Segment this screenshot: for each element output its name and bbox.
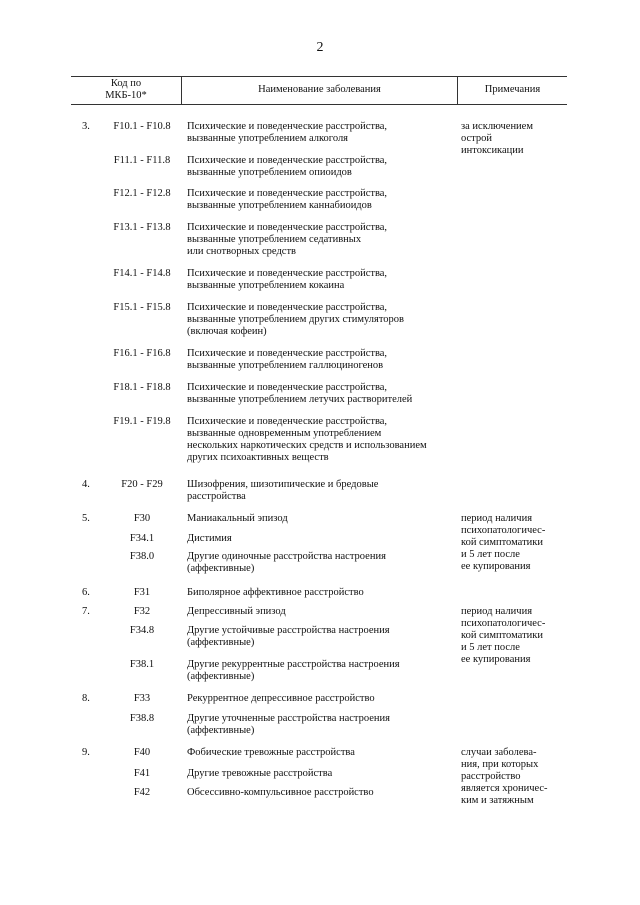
disease-name-line: Другие рекуррентные расстройства настроения xyxy=(187,659,400,670)
disease-name-line: вызванные употреблением опиоидов xyxy=(187,167,352,178)
disease-name-line: Психические и поведенческие расстройства, xyxy=(187,302,388,313)
disease-name xyxy=(187,416,462,464)
icd-code: F30 xyxy=(133,513,151,524)
disease-name xyxy=(187,625,462,649)
disease-name xyxy=(187,747,462,759)
page-number: 2 xyxy=(316,40,324,55)
note-line: ким и затяжным xyxy=(461,795,534,806)
note xyxy=(461,121,565,157)
disease-name-line: Рекуррентное депрессивное расстройство xyxy=(187,693,375,704)
header-code-line: МКБ-10* xyxy=(105,90,147,101)
icd-code: F38.8 xyxy=(129,713,155,724)
disease-name-line: Шизофрения, шизотипические и бредовые xyxy=(187,479,379,490)
disease-name xyxy=(187,587,462,599)
row-number: 9. xyxy=(82,747,90,758)
icd-code: F19.1 - F19.8 xyxy=(113,416,171,427)
note-line: является хроничес- xyxy=(461,783,548,794)
header-code-line: Код по xyxy=(110,78,142,89)
note-line: интоксикации xyxy=(461,145,524,156)
disease-name-line: вызванные употреблением алкоголя xyxy=(187,133,349,144)
icd-code: F18.1 - F18.8 xyxy=(113,382,171,393)
disease-name-line: Психические и поведенческие расстройства, xyxy=(187,348,388,359)
icd-code: F12.1 - F12.8 xyxy=(113,188,171,199)
header-code xyxy=(71,76,181,104)
icd-code: F11.1 - F11.8 xyxy=(113,155,171,166)
icd-code: F34.8 xyxy=(129,625,155,636)
disease-name-line: (аффективные) xyxy=(187,725,255,736)
note-line: случаи заболева- xyxy=(461,747,537,758)
note-line: психопатологичес- xyxy=(461,618,546,629)
disease-name-line: (включая кофеин) xyxy=(187,326,267,337)
row-number: 3. xyxy=(82,121,90,132)
note xyxy=(461,747,565,807)
disease-name-line: вызванные употреблением седативных xyxy=(187,234,362,245)
disease-name-line: (аффективные) xyxy=(187,637,255,648)
disease-name-line: Другие одиночные расстройства настроения xyxy=(187,551,386,562)
icd-code: F14.1 - F14.8 xyxy=(113,268,171,279)
disease-name xyxy=(187,348,462,372)
disease-name xyxy=(187,188,462,212)
note-line: острой xyxy=(461,133,493,144)
disease-name xyxy=(187,713,462,737)
disease-name-line: Психические и поведенческие расстройства, xyxy=(187,121,388,132)
disease-name-line: вызванные употреблением других стимуляторов xyxy=(187,314,405,325)
note-line: психопатологичес- xyxy=(461,525,546,536)
header-note: Примечания xyxy=(484,84,541,95)
note-line: ее купирования xyxy=(461,561,531,572)
disease-name-line: Биполярное аффективное расстройство xyxy=(187,587,364,598)
disease-name xyxy=(187,606,462,618)
disease-name-line: Психические и поведенческие расстройства, xyxy=(187,222,388,233)
disease-name-line: нескольких наркотических средств и использованием xyxy=(187,440,427,451)
disease-name xyxy=(187,268,462,292)
note-line: расстройство xyxy=(461,771,521,782)
disease-name-line: Психические и поведенческие расстройства, xyxy=(187,188,388,199)
note-line: ее купирования xyxy=(461,654,531,665)
disease-name xyxy=(187,551,462,575)
icd-code: F38.0 xyxy=(129,551,155,562)
note xyxy=(461,606,565,666)
disease-name xyxy=(187,693,462,705)
row-number: 5. xyxy=(82,513,90,524)
disease-name xyxy=(187,513,462,525)
icd-code: F38.1 xyxy=(129,659,155,670)
disease-name xyxy=(187,382,462,406)
table-header-bottom-rule xyxy=(71,104,567,105)
disease-name-line: Другие тревожные расстройства xyxy=(187,768,333,779)
icd-code: F10.1 - F10.8 xyxy=(113,121,171,132)
disease-name xyxy=(187,787,462,799)
note-line: и 5 лет после xyxy=(461,549,520,560)
disease-name-line: вызванные употреблением кокаина xyxy=(187,280,345,291)
note-line: кой симптоматики xyxy=(461,537,543,548)
disease-name-line: Фобические тревожные расстройства xyxy=(187,747,355,758)
disease-name xyxy=(187,533,462,545)
disease-name-line: или снотворных средств xyxy=(187,246,296,257)
disease-name-line: (аффективные) xyxy=(187,563,255,574)
disease-name xyxy=(187,768,462,780)
disease-name-line: Психические и поведенческие расстройства, xyxy=(187,155,388,166)
icd-code: F13.1 - F13.8 xyxy=(113,222,171,233)
note-line: период наличия xyxy=(461,606,533,617)
disease-name-line: вызванные одновременным употреблением xyxy=(187,428,382,439)
disease-name xyxy=(187,659,462,683)
note xyxy=(461,513,565,573)
disease-name-line: (аффективные) xyxy=(187,671,255,682)
disease-name-line: Психические и поведенческие расстройства, xyxy=(187,416,388,427)
disease-name xyxy=(187,121,462,145)
disease-name-line: других психоактивных веществ xyxy=(187,452,329,463)
disease-name-line: Другие устойчивые расстройства настроения xyxy=(187,625,390,636)
disease-name-line: Психические и поведенческие расстройства, xyxy=(187,268,388,279)
row-number: 4. xyxy=(82,479,90,490)
icd-code: F42 xyxy=(133,787,151,798)
icd-code: F15.1 - F15.8 xyxy=(113,302,171,313)
disease-name xyxy=(187,479,462,503)
icd-code: F40 xyxy=(133,747,151,758)
row-number: 8. xyxy=(82,693,90,704)
disease-name-line: Дистимия xyxy=(187,533,232,544)
icd-code: F41 xyxy=(133,768,151,779)
disease-name xyxy=(187,222,462,258)
note-line: период наличия xyxy=(461,513,533,524)
note-line: ния, при которых xyxy=(461,759,539,770)
header-name: Наименование заболевания xyxy=(258,84,381,95)
icd-code: F32 xyxy=(133,606,151,617)
icd-code: F16.1 - F16.8 xyxy=(113,348,171,359)
disease-name xyxy=(187,302,462,338)
disease-name-line: вызванные употреблением галлюциногенов xyxy=(187,360,384,371)
disease-name-line: Обсессивно-компульсивное расстройство xyxy=(187,787,374,798)
disease-name xyxy=(187,155,462,179)
disease-name-line: Другие уточненные расстройства настроения xyxy=(187,713,390,724)
row-number: 6. xyxy=(82,587,90,598)
icd-code: F34.1 xyxy=(129,533,155,544)
disease-name-line: вызванные употреблением летучих растворителей xyxy=(187,394,413,405)
icd-code: F31 xyxy=(133,587,151,598)
disease-name-line: Депрессивный эпизод xyxy=(187,606,286,617)
icd-code: F20 - F29 xyxy=(121,479,163,490)
note-line: за исключением xyxy=(461,121,533,132)
note-line: и 5 лет после xyxy=(461,642,520,653)
note-line: кой симптоматики xyxy=(461,630,543,641)
icd-code: F33 xyxy=(133,693,151,704)
disease-name-line: Психические и поведенческие расстройства, xyxy=(187,382,388,393)
disease-name-line: Маниакальный эпизод xyxy=(187,513,288,524)
disease-name-line: вызванные употреблением каннабиоидов xyxy=(187,200,372,211)
disease-name-line: расстройства xyxy=(187,491,246,502)
row-number: 7. xyxy=(82,606,90,617)
